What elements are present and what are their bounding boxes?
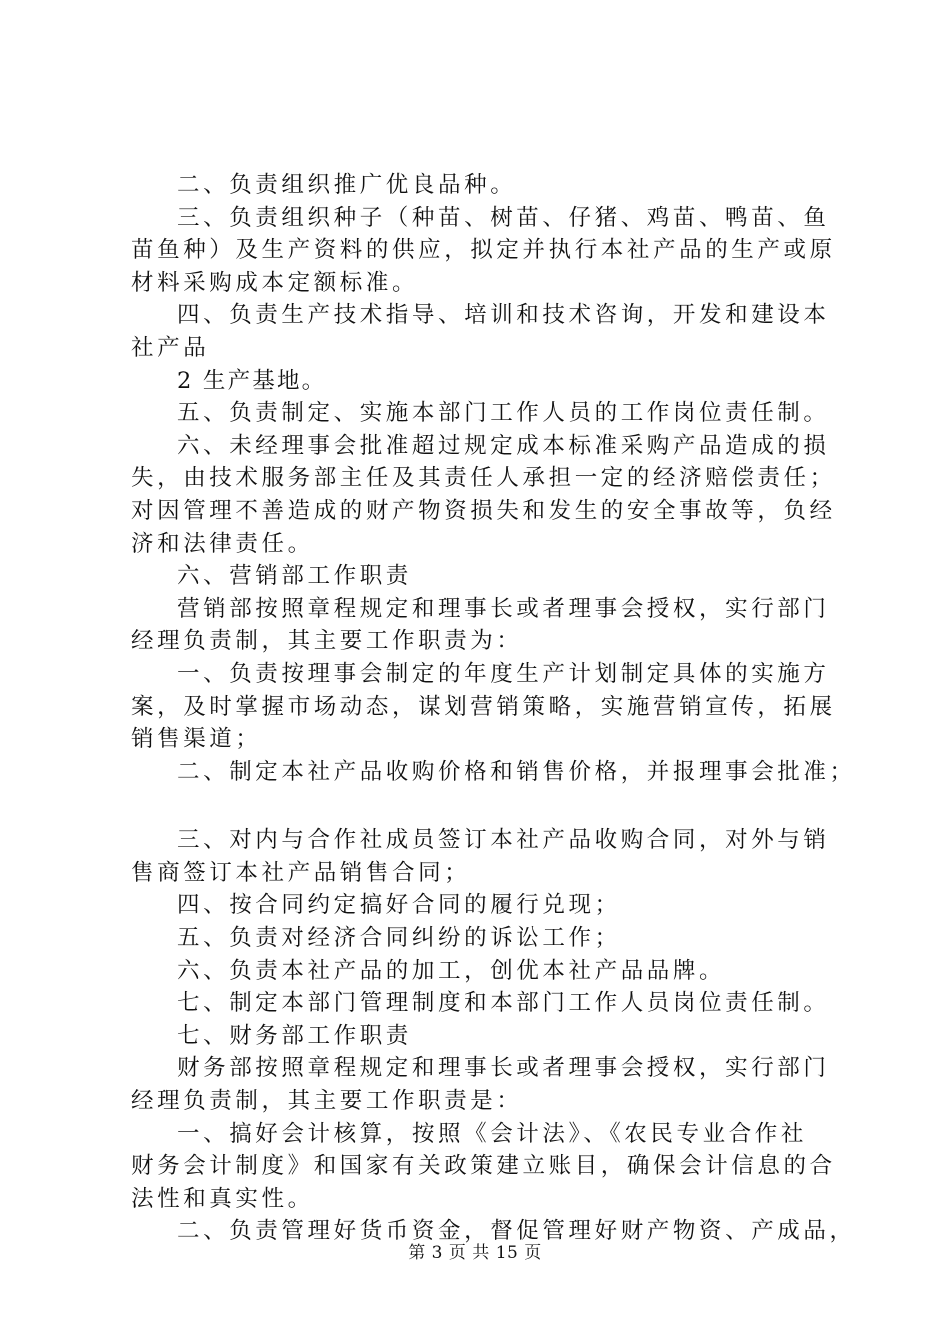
page-number-footer: 第 3 页 共 15 页 xyxy=(408,1243,542,1263)
paragraph-line: 售商签订本社产品销售合同； xyxy=(131,859,471,886)
paragraph-line: 四、负责生产技术指导、培训和技术咨询，开发和建设本 xyxy=(177,302,830,329)
paragraph-line: 财务部按照章程规定和理事长或者理事会授权，实行部门 xyxy=(177,1055,830,1082)
paragraph-line: 经理负责制，其主要工作职责为： xyxy=(131,628,523,655)
paragraph-line: 材料采购成本定额标准。 xyxy=(131,269,419,296)
paragraph-line: 案，及时掌握市场动态，谋划营销策略，实施营销宣传，拓展 xyxy=(131,693,836,720)
paragraph-line: 财务会计制度》和国家有关政策建立账目，确保会计信息的合 xyxy=(131,1153,836,1180)
paragraph-line: 销售渠道； xyxy=(131,726,262,753)
paragraph-line: 苗鱼种）及生产资料的供应，拟定并执行本社产品的生产或原 xyxy=(131,237,836,264)
paragraph-line: 失，由技术服务部主任及其责任人承担一定的经济赔偿责任； xyxy=(131,465,836,492)
blank-line xyxy=(131,788,841,824)
paragraph-line: 五、负责制定、实施本部门工作人员的工作岗位责任制。 xyxy=(177,400,830,427)
paragraph-line: 六、未经理事会批准超过规定成本标准采购产品造成的损 xyxy=(177,432,830,459)
paragraph-line: 对因管理不善造成的财产物资损失和发生的安全事故等，负经 xyxy=(131,497,836,524)
section-heading: 六、营销部工作职责 xyxy=(177,563,412,590)
paragraph-line: 经理负责制，其主要工作职责是： xyxy=(131,1088,523,1115)
paragraph-line: 六、负责本社产品的加工，创优本社产品品牌。 xyxy=(177,957,726,984)
paragraph-line: 二、制定本社产品收购价格和销售价格，并报理事会批准； xyxy=(177,758,856,785)
paragraph-line: 营销部按照章程规定和理事长或者理事会授权，实行部门 xyxy=(177,595,830,622)
paragraph-line: 三、对内与合作社成员签订本社产品收购合同，对外与销 xyxy=(177,827,830,854)
paragraph-line: 五、负责对经济合同纠纷的诉讼工作； xyxy=(177,925,621,952)
document-body xyxy=(131,169,856,1248)
paragraph-line: 一、搞好会计核算，按照《会计法》、《农民专业合作社 xyxy=(177,1120,808,1147)
section-heading: 七、财务部工作职责 xyxy=(177,1022,412,1049)
paragraph-line: 济和法律责任。 xyxy=(131,530,314,557)
paragraph-line: 2 生产基地。 xyxy=(177,367,327,394)
paragraph-line: 社产品 xyxy=(131,334,210,361)
paragraph-line: 七、制定本部门管理制度和本部门工作人员岗位责任制。 xyxy=(177,990,830,1017)
paragraph-line: 法性和真实性。 xyxy=(131,1185,314,1212)
paragraph-line: 二、负责管理好货币资金，督促管理好财产物资、产成品， xyxy=(177,1218,856,1245)
paragraph-line: 三、负责组织种子（种苗、树苗、仔猪、鸡苗、鸭苗、鱼 xyxy=(177,204,830,231)
paragraph-line: 二、负责组织推广优良品种。 xyxy=(177,172,517,198)
paragraph-line: 四、按合同约定搞好合同的履行兑现； xyxy=(177,892,621,919)
paragraph-line: 一、负责按理事会制定的年度生产计划制定具体的实施方 xyxy=(177,660,830,687)
